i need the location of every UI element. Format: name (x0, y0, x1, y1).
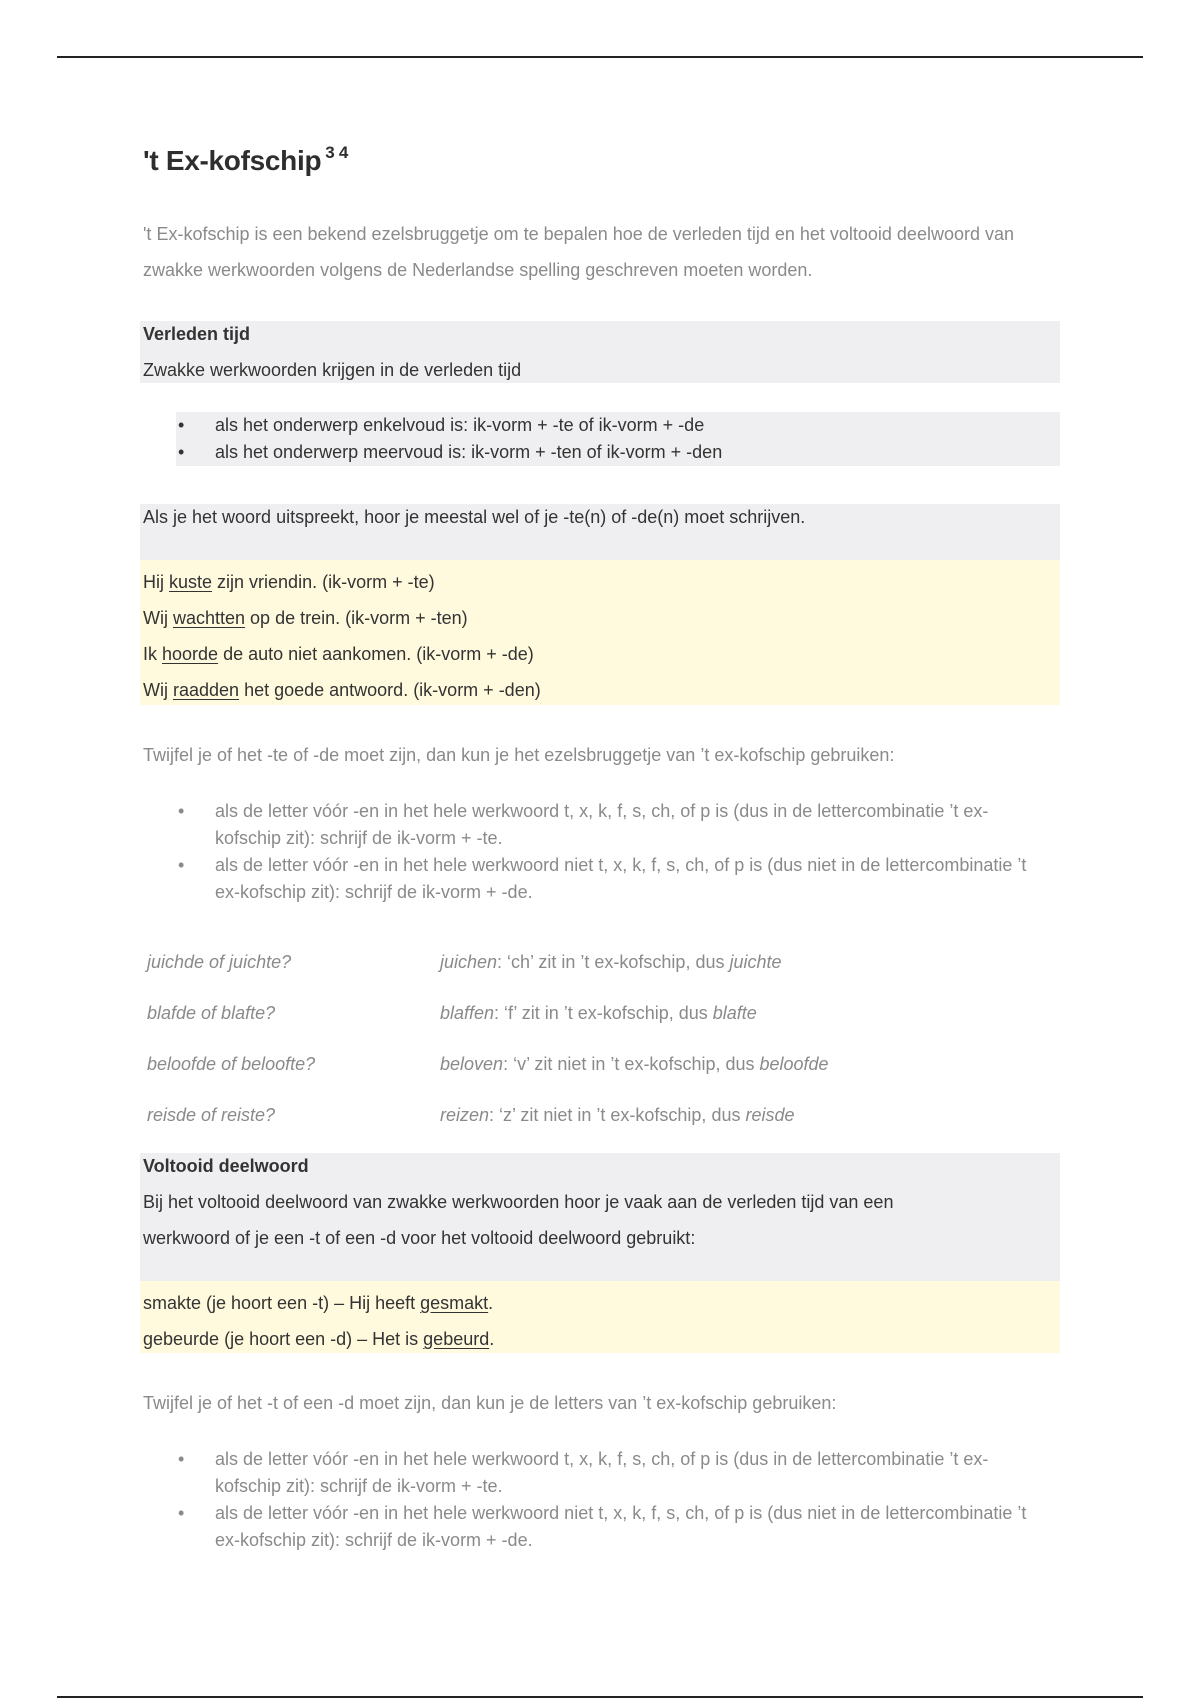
list-item: • als de letter vóór -en in het hele werkwoord t, x, k, f, s, ch, of p is (dus in de lettercombinatie ’t ex-kofschip zit): schrijf de ik-vorm + -te. (170, 798, 1050, 852)
doubt-text-verleden: Twijfel je of het -te of -de moet zijn, dan kun je het ezelsbruggetje van ’t ex-kofschip gebruiken: (143, 745, 895, 765)
footnote-refs: 3 4 (325, 143, 348, 162)
verleden-bullets (170, 412, 1050, 466)
verleden-subtitle: Zwakke werkwoorden krijgen in de verleden tijd (143, 360, 522, 380)
list-item: • als de letter vóór -en in het hele werkwoord t, x, k, f, s, ch, of p is (dus in de lettercombinatie ’t ex-kofschip zit): schrijf de ik-vorm + -te. (170, 1446, 1050, 1500)
doubt-text-voltooid: Twijfel je of het -t of een -d moet zijn, dan kun je de letters van ’t ex-kofschip gebruiken: (143, 1393, 837, 1413)
voltooid-heading: Voltooid deelwoord (143, 1156, 309, 1176)
voltooid-text-line2: werkwoord of je een -t of een -d voor het voltooid deelwoord gebruikt: (143, 1228, 696, 1248)
page-title: 't Ex-kofschip $^{3 4}$ (143, 143, 348, 176)
bottom-rule (57, 1696, 1143, 1698)
list-item: • als het onderwerp meervoud is: ik-vorm + -ten of ik-vorm + -den (170, 439, 1050, 466)
intro-paragraph: 't Ex-kofschip is een bekend ezelsbruggetje om te bepalen hoe de verleden tijd en het voltooid deelwoord van zwakke werkwoorden volgens de Nederlandse spelling geschreven moeten worden. (143, 224, 1015, 280)
example-line: Hij kuste zijn vriendin. (ik-vorm + -te) (143, 572, 435, 592)
list-item: • als de letter vóór -en in het hele werkwoord niet t, x, k, f, s, ch, of p is (dus niet in de lettercombinatie ’t ex-kofschip zit): schrijf de ik-vorm + -de. (170, 852, 1050, 906)
voltooid-text-line1: Bij het voltooid deelwoord van zwakke werkwoorden hoor je vaak aan de verleden tijd van een (143, 1192, 894, 1212)
top-rule (57, 56, 1143, 58)
example-line: gebeurde (je hoort een -d) – Het is gebeurd. (143, 1329, 495, 1349)
example-line: smakte (je hoort een -t) – Hij heeft gesmakt. (143, 1293, 494, 1313)
rules-list-voltooid (170, 1446, 1050, 1554)
list-item: • als de letter vóór -en in het hele werkwoord niet t, x, k, f, s, ch, of p is (dus niet in de lettercombinatie ’t ex-kofschip zit): schrijf de ik-vorm + -de. (170, 1500, 1050, 1554)
example-line: Wij raadden het goede antwoord. (ik-vorm + -den) (143, 680, 541, 700)
example-line: Wij wachtten op de trein. (ik-vorm + -ten) (143, 608, 468, 628)
pronunciation-note: Als je het woord uitspreekt, hoor je meestal wel of je -te(n) of -de(n) moet schrijven. (143, 507, 806, 527)
verleden-heading: Verleden tijd (143, 324, 251, 344)
example-line: Ik hoorde de auto niet aankomen. (ik-vorm + -de) (143, 644, 534, 664)
list-item: • als het onderwerp enkelvoud is: ik-vorm + -te of ik-vorm + -de (170, 412, 1050, 439)
rules-list-verleden (170, 798, 1050, 906)
